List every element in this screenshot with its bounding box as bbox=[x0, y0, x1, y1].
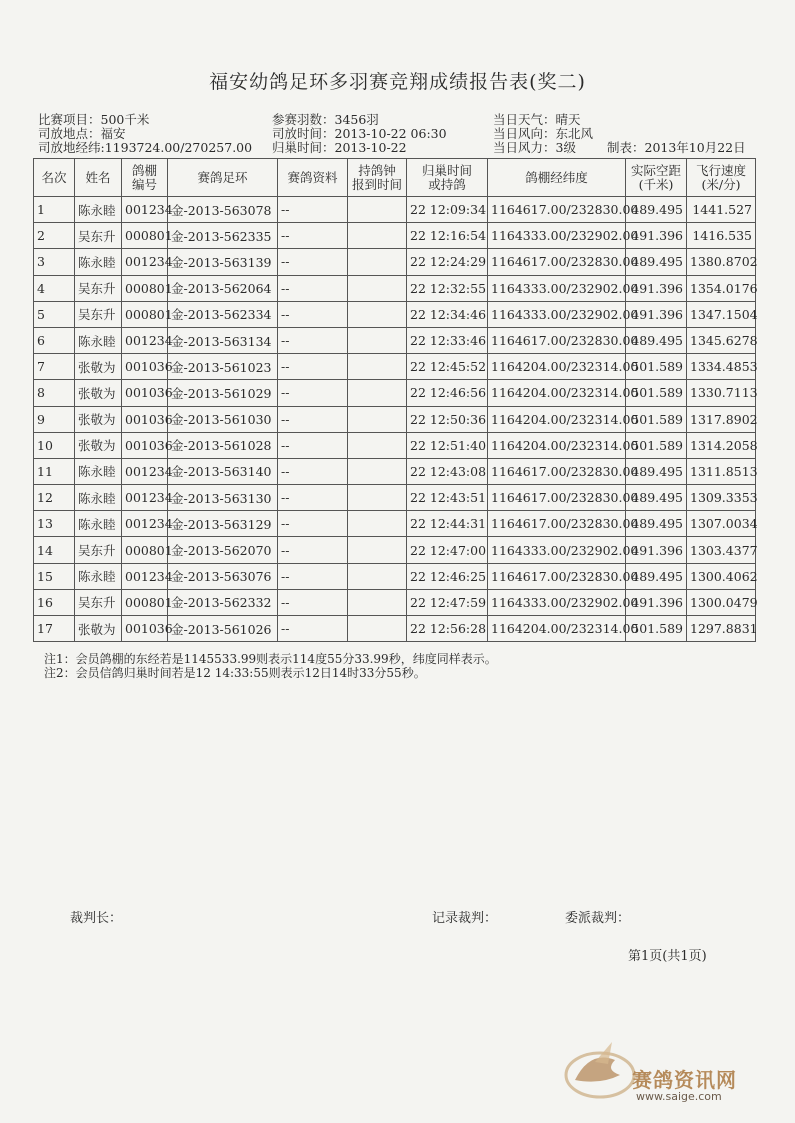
table-cell: 489.495 bbox=[626, 249, 687, 275]
table-cell bbox=[348, 432, 407, 458]
table-cell: -- bbox=[278, 406, 348, 432]
table-cell: 金-2013-561023 bbox=[168, 354, 278, 380]
table-cell: 1164617.00/232830.00 bbox=[488, 458, 626, 484]
table-cell: 001234 bbox=[122, 327, 168, 353]
table-cell: 陈永睦 bbox=[75, 458, 122, 484]
table-cell: 1164204.00/232314.00 bbox=[488, 406, 626, 432]
table-cell: 1164617.00/232830.00 bbox=[488, 563, 626, 589]
table-cell: 001234 bbox=[122, 249, 168, 275]
entries-count: 参赛羽数：3456羽 bbox=[272, 112, 379, 127]
table-cell: 001036 bbox=[122, 616, 168, 642]
table-cell: 1416.535 bbox=[687, 223, 756, 249]
column-header: 名次 bbox=[34, 159, 75, 197]
table-cell: 1164204.00/232314.00 bbox=[488, 354, 626, 380]
table-cell: 1354.0176 bbox=[687, 275, 756, 301]
table-row bbox=[34, 458, 756, 484]
table-cell: 1441.527 bbox=[687, 197, 756, 223]
table-row bbox=[34, 223, 756, 249]
table-cell: -- bbox=[278, 511, 348, 537]
table-cell: 491.396 bbox=[626, 301, 687, 327]
table-cell: 1345.6278 bbox=[687, 327, 756, 353]
release-coord: 司放地经纬:1193724.00/270257.00 bbox=[38, 140, 253, 155]
table-row bbox=[34, 197, 756, 223]
table-cell: 22 12:46:25 bbox=[407, 563, 488, 589]
wind-direction: 当日风向：东北风 bbox=[493, 126, 594, 141]
made-date: 制表：2013年10月22日 bbox=[607, 140, 746, 155]
race-item: 比赛项目：500千米 bbox=[38, 112, 150, 127]
table-cell bbox=[348, 537, 407, 563]
report-title: 福安幼鸽足环多羽赛竞翔成绩报告表(奖二) bbox=[209, 71, 586, 93]
column-header: 鸽棚经纬度 bbox=[488, 159, 626, 197]
table-cell: 金-2013-563140 bbox=[168, 458, 278, 484]
table-cell: 14 bbox=[34, 537, 75, 563]
table-cell: 金-2013-563078 bbox=[168, 197, 278, 223]
table-cell bbox=[348, 275, 407, 301]
table-cell: 489.495 bbox=[626, 458, 687, 484]
table-cell bbox=[348, 589, 407, 615]
table-cell: 22 12:33:46 bbox=[407, 327, 488, 353]
column-header: 姓名 bbox=[75, 159, 122, 197]
table-cell: 491.396 bbox=[626, 589, 687, 615]
table-cell: 22 12:32:55 bbox=[407, 275, 488, 301]
record-judge-label: 记录裁判： bbox=[432, 911, 498, 926]
table-cell: 000801 bbox=[122, 301, 168, 327]
table-cell: 15 bbox=[34, 563, 75, 589]
table-header-row bbox=[34, 159, 756, 197]
table-row bbox=[34, 563, 756, 589]
table-cell: 491.396 bbox=[626, 537, 687, 563]
table-cell: 001036 bbox=[122, 406, 168, 432]
table-cell: 1164617.00/232830.00 bbox=[488, 197, 626, 223]
table-cell: 1164617.00/232830.00 bbox=[488, 327, 626, 353]
table-cell: 1164204.00/232314.00 bbox=[488, 380, 626, 406]
table-cell: 金-2013-563130 bbox=[168, 485, 278, 511]
table-cell: 000801 bbox=[122, 223, 168, 249]
table-cell: -- bbox=[278, 301, 348, 327]
note-1: 注1：会员鸽棚的东经若是1145533.99则表示114度55分33.99秒，纬度同样表示。 bbox=[44, 652, 497, 666]
table-cell: -- bbox=[278, 223, 348, 249]
table-cell: 1164333.00/232902.00 bbox=[488, 275, 626, 301]
table-row bbox=[34, 537, 756, 563]
table-cell bbox=[348, 249, 407, 275]
table-cell: 501.589 bbox=[626, 380, 687, 406]
table-cell bbox=[348, 197, 407, 223]
table-cell: 001234 bbox=[122, 511, 168, 537]
table-cell: 1300.0479 bbox=[687, 589, 756, 615]
table-row bbox=[34, 485, 756, 511]
table-cell: 001234 bbox=[122, 563, 168, 589]
table-cell: 000801 bbox=[122, 537, 168, 563]
table-cell: 000801 bbox=[122, 589, 168, 615]
table-cell: 489.495 bbox=[626, 485, 687, 511]
table-cell: 金-2013-562332 bbox=[168, 589, 278, 615]
table-cell: 6 bbox=[34, 327, 75, 353]
table-cell: 9 bbox=[34, 406, 75, 432]
table-cell: 501.589 bbox=[626, 432, 687, 458]
page-number: 第1页(共1页) bbox=[628, 949, 707, 964]
table-row bbox=[34, 327, 756, 353]
table-cell: 1164204.00/232314.00 bbox=[488, 616, 626, 642]
table-cell: 金-2013-562064 bbox=[168, 275, 278, 301]
watermark-text: 赛鸽资讯网 bbox=[632, 1068, 737, 1092]
table-cell: 1164333.00/232902.00 bbox=[488, 223, 626, 249]
table-cell: 001234 bbox=[122, 197, 168, 223]
table-row bbox=[34, 616, 756, 642]
table-cell bbox=[348, 458, 407, 484]
table-cell: 1380.8702 bbox=[687, 249, 756, 275]
table-cell: 1314.2058 bbox=[687, 432, 756, 458]
results-table bbox=[33, 158, 756, 642]
table-cell: 5 bbox=[34, 301, 75, 327]
watermark-url: www.saige.com bbox=[636, 1090, 722, 1103]
table-cell: 金-2013-562070 bbox=[168, 537, 278, 563]
table-cell: -- bbox=[278, 616, 348, 642]
table-cell: 12 bbox=[34, 485, 75, 511]
table-cell: 1164617.00/232830.00 bbox=[488, 249, 626, 275]
table-cell: 1311.8513 bbox=[687, 458, 756, 484]
weather: 当日天气：晴天 bbox=[493, 112, 581, 127]
table-cell: 1164333.00/232902.00 bbox=[488, 589, 626, 615]
note-2: 注2：会员信鸽归巢时间若是12 14:33:55则表示12日14时33分55秒。 bbox=[44, 666, 426, 680]
table-cell: 陈永睦 bbox=[75, 563, 122, 589]
table-cell: 吴东升 bbox=[75, 223, 122, 249]
return-time: 归巢时间：2013-10-22 bbox=[272, 140, 407, 155]
table-cell: 22 12:47:00 bbox=[407, 537, 488, 563]
table-cell: 张敬为 bbox=[75, 616, 122, 642]
table-cell: 1317.8902 bbox=[687, 406, 756, 432]
table-cell: 501.589 bbox=[626, 406, 687, 432]
table-cell: 张敬为 bbox=[75, 432, 122, 458]
table-cell: 11 bbox=[34, 458, 75, 484]
table-cell: 金-2013-563076 bbox=[168, 563, 278, 589]
table-cell: 501.589 bbox=[626, 616, 687, 642]
table-cell: -- bbox=[278, 589, 348, 615]
table-cell bbox=[348, 406, 407, 432]
table-cell: 1347.1504 bbox=[687, 301, 756, 327]
table-cell bbox=[348, 223, 407, 249]
table-cell: -- bbox=[278, 563, 348, 589]
table-cell: 1330.7113 bbox=[687, 380, 756, 406]
table-cell: 489.495 bbox=[626, 197, 687, 223]
table-cell: 22 12:16:54 bbox=[407, 223, 488, 249]
table-cell: 8 bbox=[34, 380, 75, 406]
table-cell: 1164617.00/232830.00 bbox=[488, 511, 626, 537]
table-cell: 22 12:09:34 bbox=[407, 197, 488, 223]
table-cell: 陈永睦 bbox=[75, 511, 122, 537]
table-row bbox=[34, 275, 756, 301]
table-cell: 22 12:46:56 bbox=[407, 380, 488, 406]
table-cell: 金-2013-561026 bbox=[168, 616, 278, 642]
table-cell: 17 bbox=[34, 616, 75, 642]
table-cell: 陈永睦 bbox=[75, 249, 122, 275]
column-header: 飞行速度 (米/分) bbox=[687, 159, 756, 197]
table-cell: 3 bbox=[34, 249, 75, 275]
table-cell bbox=[348, 301, 407, 327]
table-cell: 金-2013-562334 bbox=[168, 301, 278, 327]
table-cell: -- bbox=[278, 275, 348, 301]
wind-force: 当日风力：3级 bbox=[493, 140, 576, 155]
delegate-judge-label: 委派裁判： bbox=[565, 911, 631, 926]
release-time: 司放时间：2013-10-22 06:30 bbox=[272, 126, 447, 141]
table-row bbox=[34, 511, 756, 537]
table-cell: 1300.4062 bbox=[687, 563, 756, 589]
column-header: 归巢时间 或持鸽 bbox=[407, 159, 488, 197]
table-cell: 金-2013-563129 bbox=[168, 511, 278, 537]
table-cell: 金-2013-563139 bbox=[168, 249, 278, 275]
column-header: 赛鸽资料 bbox=[278, 159, 348, 197]
table-cell bbox=[348, 485, 407, 511]
table-cell: -- bbox=[278, 380, 348, 406]
table-cell: 501.589 bbox=[626, 354, 687, 380]
table-cell: 1 bbox=[34, 197, 75, 223]
table-cell bbox=[348, 616, 407, 642]
table-cell: 金-2013-561030 bbox=[168, 406, 278, 432]
table-cell: 10 bbox=[34, 432, 75, 458]
table-cell: 金-2013-563134 bbox=[168, 327, 278, 353]
table-cell: 001036 bbox=[122, 354, 168, 380]
table-cell bbox=[348, 354, 407, 380]
table-cell: 22 12:45:52 bbox=[407, 354, 488, 380]
table-cell: 16 bbox=[34, 589, 75, 615]
table-cell: 张敬为 bbox=[75, 380, 122, 406]
table-cell: 1164333.00/232902.00 bbox=[488, 301, 626, 327]
table-cell: -- bbox=[278, 354, 348, 380]
table-row bbox=[34, 589, 756, 615]
table-cell: 001234 bbox=[122, 458, 168, 484]
table-cell: 吴东升 bbox=[75, 537, 122, 563]
table-cell: 2 bbox=[34, 223, 75, 249]
table-cell: 22 12:56:28 bbox=[407, 616, 488, 642]
table-cell: 22 12:47:59 bbox=[407, 589, 488, 615]
table-cell: 22 12:50:36 bbox=[407, 406, 488, 432]
table-row bbox=[34, 354, 756, 380]
table-cell: 金-2013-561029 bbox=[168, 380, 278, 406]
table-cell: 1334.4853 bbox=[687, 354, 756, 380]
table-cell: 吴东升 bbox=[75, 275, 122, 301]
table-cell: 1303.4377 bbox=[687, 537, 756, 563]
table-cell: 1164333.00/232902.00 bbox=[488, 537, 626, 563]
table-cell: 22 12:34:46 bbox=[407, 301, 488, 327]
table-cell: 491.396 bbox=[626, 223, 687, 249]
table-body bbox=[34, 197, 756, 642]
table-row bbox=[34, 301, 756, 327]
table-cell: -- bbox=[278, 485, 348, 511]
table-cell: 陈永睦 bbox=[75, 327, 122, 353]
table-cell: -- bbox=[278, 432, 348, 458]
table-row bbox=[34, 432, 756, 458]
table-cell: 22 12:24:29 bbox=[407, 249, 488, 275]
table-cell: -- bbox=[278, 458, 348, 484]
table-cell: 001234 bbox=[122, 485, 168, 511]
table-cell: 22 12:44:31 bbox=[407, 511, 488, 537]
table-cell: 1309.3353 bbox=[687, 485, 756, 511]
table-cell: 13 bbox=[34, 511, 75, 537]
table-cell: 1307.0034 bbox=[687, 511, 756, 537]
table-cell: -- bbox=[278, 327, 348, 353]
table-cell: 张敬为 bbox=[75, 406, 122, 432]
column-header: 实际空距 (千米) bbox=[626, 159, 687, 197]
table-cell: 金-2013-562335 bbox=[168, 223, 278, 249]
table-row bbox=[34, 249, 756, 275]
table-cell: -- bbox=[278, 249, 348, 275]
release-site: 司放地点：福安 bbox=[38, 126, 126, 141]
table-cell: 张敬为 bbox=[75, 354, 122, 380]
table-cell: 489.495 bbox=[626, 327, 687, 353]
table-cell: 22 12:43:51 bbox=[407, 485, 488, 511]
table-cell bbox=[348, 380, 407, 406]
chief-judge-label: 裁判长： bbox=[70, 911, 123, 926]
table-cell: 001036 bbox=[122, 380, 168, 406]
table-cell: 4 bbox=[34, 275, 75, 301]
table-cell: 001036 bbox=[122, 432, 168, 458]
table-cell: 陈永睦 bbox=[75, 197, 122, 223]
table-cell bbox=[348, 563, 407, 589]
table-cell: -- bbox=[278, 197, 348, 223]
table-row bbox=[34, 406, 756, 432]
table-cell: 吴东升 bbox=[75, 589, 122, 615]
column-header: 持鸽钟 报到时间 bbox=[348, 159, 407, 197]
table-cell: 1164617.00/232830.00 bbox=[488, 485, 626, 511]
table-cell: -- bbox=[278, 537, 348, 563]
column-header: 赛鸽足环 bbox=[168, 159, 278, 197]
table-cell: 吴东升 bbox=[75, 301, 122, 327]
table-cell: 000801 bbox=[122, 275, 168, 301]
table-cell: 1164204.00/232314.00 bbox=[488, 432, 626, 458]
table-cell: 1297.8831 bbox=[687, 616, 756, 642]
table-cell: 22 12:51:40 bbox=[407, 432, 488, 458]
table-row bbox=[34, 380, 756, 406]
table-cell: 金-2013-561028 bbox=[168, 432, 278, 458]
table-cell: 489.495 bbox=[626, 511, 687, 537]
column-header: 鸽棚 编号 bbox=[122, 159, 168, 197]
table-cell: 7 bbox=[34, 354, 75, 380]
table-cell: 22 12:43:08 bbox=[407, 458, 488, 484]
table-cell: 489.495 bbox=[626, 563, 687, 589]
table-cell: 陈永睦 bbox=[75, 485, 122, 511]
table-cell: 491.396 bbox=[626, 275, 687, 301]
table-cell bbox=[348, 327, 407, 353]
table-cell bbox=[348, 511, 407, 537]
